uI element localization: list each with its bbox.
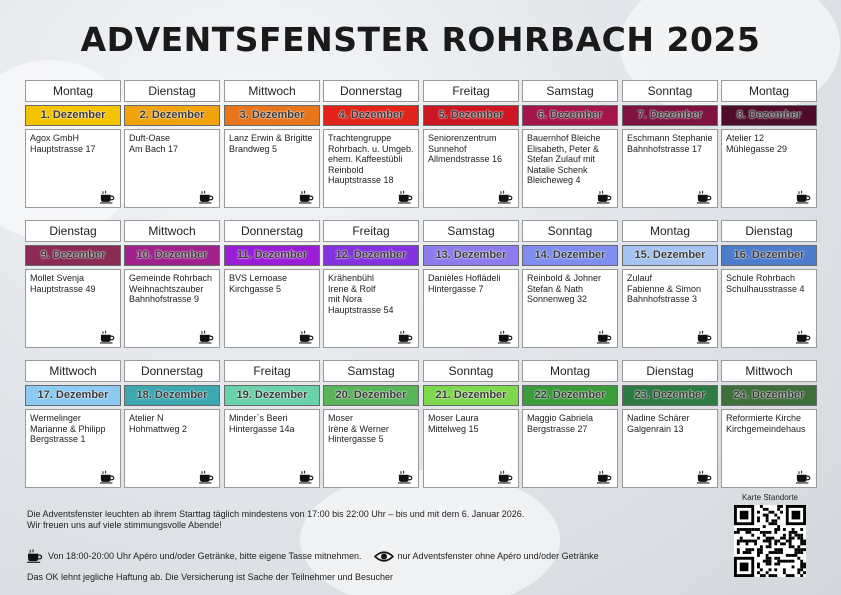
host-line: Weihnachtszauber: [129, 283, 204, 294]
coffee-cup-icon: [398, 190, 414, 204]
date-bar: 6. Dezember: [522, 105, 618, 126]
calendar-cell: [622, 80, 718, 208]
host-line: Elisabeth, Peter &: [527, 143, 600, 154]
eye-icon: [374, 550, 394, 563]
coffee-cup-icon: [299, 190, 315, 204]
weekday-label: Sonntag: [622, 80, 718, 102]
coffee-cup-icon: [498, 470, 514, 484]
host-info: [522, 269, 618, 348]
host-line: Brandweg 5: [229, 143, 278, 154]
calendar-cell: [721, 80, 817, 208]
date-bar: 16. Dezember: [721, 245, 817, 266]
coffee-cup-icon: [697, 330, 713, 344]
coffee-cup-icon: [398, 470, 414, 484]
calendar-cell: [622, 360, 718, 488]
weekday-label: Donnerstag: [323, 80, 419, 102]
weekday-label: Mittwoch: [25, 360, 121, 382]
date-bar: 22. Dezember: [522, 385, 618, 406]
host-info: [622, 269, 718, 348]
date-bar: 24. Dezember: [721, 385, 817, 406]
calendar-cell: [124, 360, 220, 488]
coffee-cup-icon: [27, 549, 44, 563]
host-info: [323, 269, 419, 348]
weekday-label: Samstag: [423, 220, 519, 242]
host-info: [224, 409, 320, 488]
calendar-cell: [522, 220, 618, 348]
info-line-1: Die Adventsfenster leuchten ab ihrem Starttag täglich mindestens von 17:00 bis 22:00 Uhr – bis und mit dem 6. Januar 2026.: [27, 509, 525, 519]
host-line: Hohmattweg 2: [129, 423, 188, 434]
disclaimer: Das OK lehnt jegliche Haftung ab. Die Versicherung ist Sache der Teilnehmer und Besucher: [27, 572, 394, 582]
host-line: Reinbold & Johner: [527, 273, 602, 283]
calendar-cell: [423, 80, 519, 208]
host-line: Krähenbühl: [328, 273, 375, 283]
weekday-label: Dienstag: [721, 220, 817, 242]
host-line: Hintergasse 7: [428, 283, 484, 294]
host-info: [124, 269, 220, 348]
calendar-cell: [721, 360, 817, 488]
date-bar: 12. Dezember: [323, 245, 419, 266]
weekday-label: Mittwoch: [224, 80, 320, 102]
calendar-cell: [224, 360, 320, 488]
weekday-label: Dienstag: [622, 360, 718, 382]
host-line: Moser: [328, 413, 354, 423]
host-line: Hauptstrasse 54: [328, 304, 394, 315]
weekday-label: Dienstag: [25, 220, 121, 242]
info-line-2: Wir freuen uns auf viele stimmungsvolle Abende!: [27, 520, 222, 530]
date-bar: 7. Dezember: [622, 105, 718, 126]
coffee-cup-icon: [796, 330, 812, 344]
host-line: Danièles Hoflädeli: [428, 273, 501, 283]
host-line: Atelier 12: [726, 133, 765, 143]
host-info: [124, 409, 220, 488]
calendar-cell: [25, 80, 121, 208]
host-line: Natalie Schenk: [527, 164, 588, 175]
weekday-label: Freitag: [323, 220, 419, 242]
date-bar: 4. Dezember: [323, 105, 419, 126]
date-bar: 3. Dezember: [224, 105, 320, 126]
host-info: [323, 409, 419, 488]
host-info: [721, 269, 817, 348]
host-line: Hauptstrasse 18: [328, 175, 394, 186]
weekday-label: Freitag: [423, 80, 519, 102]
host-info: [224, 269, 320, 348]
host-line: Sonnenweg 32: [527, 294, 588, 305]
host-line: Schule Rohrbach: [726, 273, 796, 283]
coffee-cup-icon: [100, 470, 116, 484]
date-bar: 1. Dezember: [25, 105, 121, 126]
date-bar: 20. Dezember: [323, 385, 419, 406]
weekday-label: Mittwoch: [124, 220, 220, 242]
coffee-cup-icon: [597, 470, 613, 484]
host-line: Rohrbach. u. Umgeb.: [328, 143, 414, 154]
host-info: [25, 129, 121, 208]
host-line: Trachtengruppe: [328, 133, 392, 143]
host-line: Marianne & Philipp: [30, 423, 106, 434]
coffee-cup-icon: [299, 470, 315, 484]
host-info: [622, 129, 718, 208]
coffee-cup-icon: [199, 190, 215, 204]
calendar-cell: [124, 80, 220, 208]
host-line: Bergstrasse 27: [527, 423, 588, 434]
calendar-cell: [124, 220, 220, 348]
date-bar: 8. Dezember: [721, 105, 817, 126]
host-line: Irène & Werner: [328, 423, 389, 434]
coffee-cup-icon: [498, 190, 514, 204]
calendar-cell: [622, 220, 718, 348]
host-line: Hintergasse 5: [328, 434, 384, 445]
date-bar: 17. Dezember: [25, 385, 121, 406]
calendar-cell: [423, 360, 519, 488]
host-line: Stefan Zulauf mit: [527, 154, 596, 165]
host-info: [522, 129, 618, 208]
weekday-label: Donnerstag: [224, 220, 320, 242]
host-info: [721, 409, 817, 488]
calendar-cell: [721, 220, 817, 348]
host-line: Maggio Gabriela: [527, 413, 594, 423]
host-line: Bahnhofstrasse 17: [627, 143, 703, 154]
host-line: Eschmann Stephanie: [627, 133, 713, 143]
host-line: Mollet Svenja: [30, 273, 85, 283]
legend-eye-text: nur Adventsfenster ohne Apéro und/oder Getränke: [397, 551, 599, 561]
host-line: Hauptstrasse 49: [30, 283, 96, 294]
calendar-cell: [323, 80, 419, 208]
host-info: [323, 129, 419, 208]
date-bar: 14. Dezember: [522, 245, 618, 266]
calendar-cell: [323, 360, 419, 488]
date-bar: 19. Dezember: [224, 385, 320, 406]
host-line: Seniorenzentrum: [428, 133, 497, 143]
host-line: Atelier N: [129, 413, 164, 423]
calendar-cell: [423, 220, 519, 348]
coffee-cup-icon: [199, 330, 215, 344]
host-info: [423, 129, 519, 208]
page-title: ADVENTSFENSTER ROHRBACH 2025: [80, 20, 761, 59]
calendar-cell: [522, 360, 618, 488]
coffee-cup-icon: [100, 190, 116, 204]
coffee-cup-icon: [398, 330, 414, 344]
date-bar: 23. Dezember: [622, 385, 718, 406]
coffee-cup-icon: [498, 330, 514, 344]
calendar-cell: [522, 80, 618, 208]
host-line: Allmendstrasse 16: [428, 154, 503, 165]
host-line: Nadine Schärer: [627, 413, 690, 423]
weekday-label: Samstag: [323, 360, 419, 382]
coffee-cup-icon: [199, 470, 215, 484]
host-line: Hauptstrasse 17: [30, 143, 96, 154]
host-line: Hintergasse 14a: [229, 423, 295, 434]
coffee-cup-icon: [597, 190, 613, 204]
coffee-cup-icon: [796, 190, 812, 204]
host-line: Mühlegasse 29: [726, 143, 788, 154]
calendar-cell: [224, 80, 320, 208]
date-bar: 5. Dezember: [423, 105, 519, 126]
host-info: [622, 409, 718, 488]
host-line: Moser Laura: [428, 413, 479, 423]
date-bar: 9. Dezember: [25, 245, 121, 266]
date-bar: 10. Dezember: [124, 245, 220, 266]
host-line: ehem. Kaffeestübli: [328, 154, 403, 165]
weekday-label: Montag: [25, 80, 121, 102]
host-line: Am Bach 17: [129, 143, 179, 154]
calendar-cell: [25, 220, 121, 348]
host-info: [423, 409, 519, 488]
host-line: Wermelinger: [30, 413, 81, 423]
host-line: Zulauf: [627, 273, 653, 283]
date-bar: 13. Dezember: [423, 245, 519, 266]
coffee-cup-icon: [100, 330, 116, 344]
host-line: Lanz Erwin & Brigitte: [229, 133, 313, 143]
host-line: Bleicheweg 4: [527, 175, 581, 186]
host-line: Kirchgemeindehaus: [726, 423, 806, 434]
coffee-cup-icon: [697, 190, 713, 204]
weekday-label: Dienstag: [124, 80, 220, 102]
calendar-cell: [323, 220, 419, 348]
host-line: mit Nora: [328, 294, 363, 305]
legend-cup-text: Von 18:00-20:00 Uhr Apéro und/oder Getränke, bitte eigene Tasse mitnehmen.: [48, 551, 362, 561]
host-line: Kirchgasse 5: [229, 283, 282, 294]
host-line: Irene & Rolf: [328, 283, 376, 294]
host-line: BVS Lernoase: [229, 273, 288, 283]
weekday-label: Montag: [721, 80, 817, 102]
coffee-cup-icon: [796, 470, 812, 484]
host-info: [25, 409, 121, 488]
host-line: Stefan & Nath: [527, 283, 584, 294]
legend-row: [27, 549, 599, 563]
weekday-label: Samstag: [522, 80, 618, 102]
weekday-label: Montag: [522, 360, 618, 382]
calendar-cell: [25, 360, 121, 488]
host-line: Fabienne & Simon: [627, 283, 702, 294]
date-bar: 11. Dezember: [224, 245, 320, 266]
qr-code[interactable]: [734, 505, 806, 577]
host-line: Bauernhof Bleiche: [527, 133, 601, 143]
host-line: Bahnhofstrasse 9: [129, 294, 200, 305]
qr-label: Karte Standorte: [741, 493, 799, 502]
host-line: Agox GmbH: [30, 133, 80, 143]
weekday-label: Sonntag: [522, 220, 618, 242]
date-bar: 2. Dezember: [124, 105, 220, 126]
host-info: [25, 269, 121, 348]
weekday-label: Freitag: [224, 360, 320, 382]
weekday-label: Sonntag: [423, 360, 519, 382]
date-bar: 18. Dezember: [124, 385, 220, 406]
host-info: [721, 129, 817, 208]
host-info: [522, 409, 618, 488]
host-info: [423, 269, 519, 348]
host-line: Gemeinde Rohrbach: [129, 273, 213, 283]
host-line: Bahnhofstrasse 3: [627, 294, 698, 305]
host-line: Sunnehof: [428, 143, 467, 154]
date-bar: 15. Dezember: [622, 245, 718, 266]
host-line: Schulhausstrasse 4: [726, 283, 805, 294]
host-line: Duft-Oase: [129, 133, 171, 143]
host-line: Bergstrasse 1: [30, 434, 86, 445]
weekday-label: Mittwoch: [721, 360, 817, 382]
host-line: Galgenrain 13: [627, 423, 684, 434]
weekday-label: Donnerstag: [124, 360, 220, 382]
coffee-cup-icon: [299, 330, 315, 344]
host-line: Reformierte Kirche: [726, 413, 802, 423]
calendar-cell: [224, 220, 320, 348]
coffee-cup-icon: [697, 470, 713, 484]
weekday-label: Montag: [622, 220, 718, 242]
host-info: [124, 129, 220, 208]
host-line: Minder`s Beeri: [229, 413, 288, 423]
host-line: Mittelweg 15: [428, 423, 479, 434]
coffee-cup-icon: [597, 330, 613, 344]
date-bar: 21. Dezember: [423, 385, 519, 406]
host-info: [224, 129, 320, 208]
host-line: Reinbold: [328, 164, 364, 175]
